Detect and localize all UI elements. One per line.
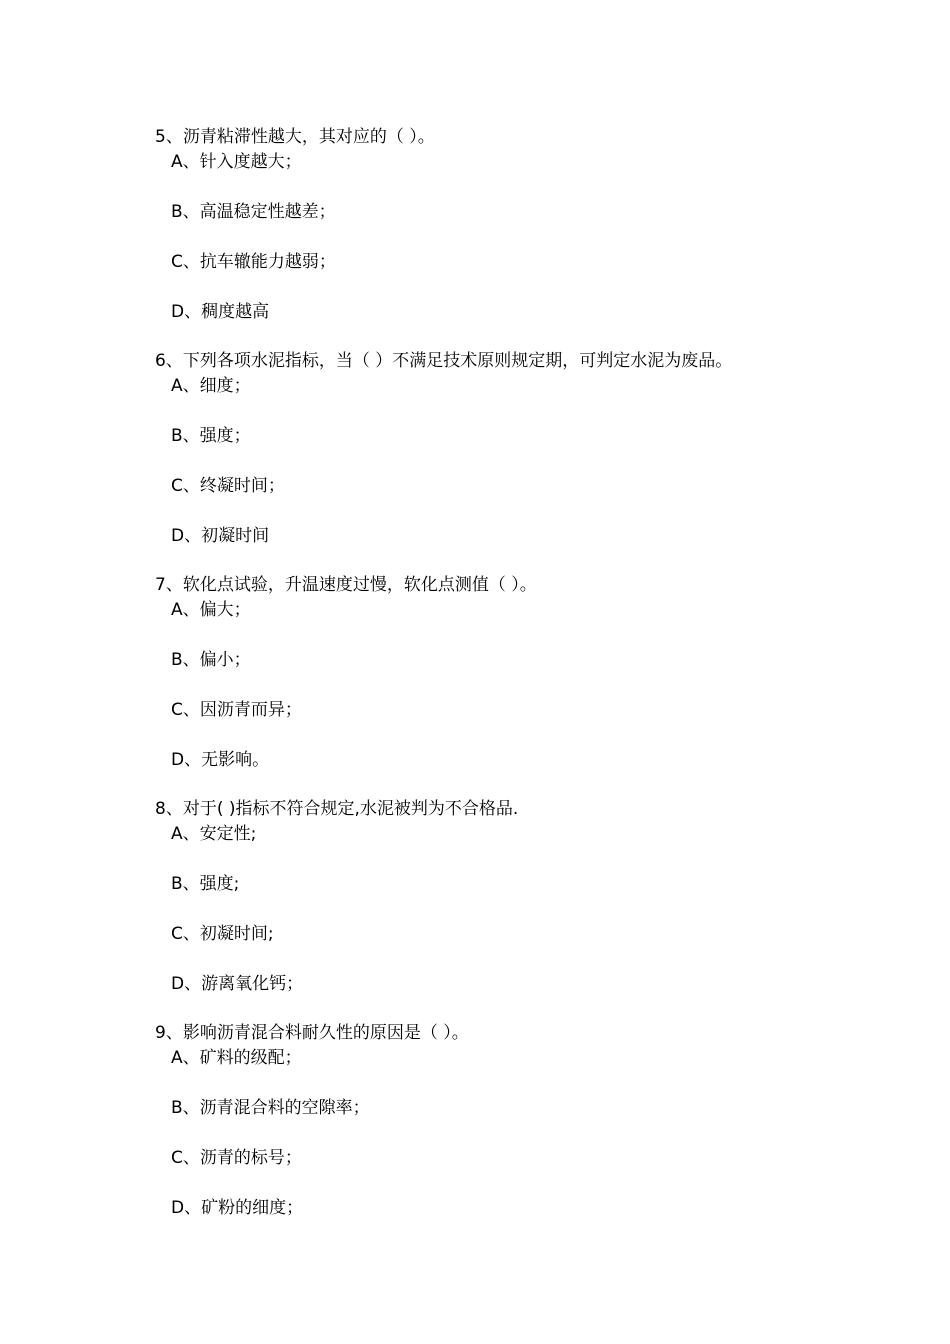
question-title: 6、下列各项水泥指标，当（ ）不满足技术原则规定期，可判定水泥为废品。 bbox=[155, 351, 733, 371]
question-title: 8、对于( )指标不符合规定,水泥被判为不合格品. bbox=[155, 799, 519, 819]
option-a: A、针入度越大； bbox=[171, 152, 302, 172]
option-d: D、矿粉的细度； bbox=[171, 1198, 304, 1218]
option-c: C、初凝时间; bbox=[171, 924, 274, 944]
option-d: D、稠度越高 bbox=[171, 302, 270, 322]
option-a: A、矿料的级配； bbox=[171, 1048, 302, 1068]
option-d: D、游离氧化钙； bbox=[171, 974, 304, 994]
option-b: B、高温稳定性越差； bbox=[171, 202, 336, 222]
option-a: A、细度； bbox=[171, 376, 251, 396]
option-a: A、偏大； bbox=[171, 600, 251, 620]
option-c: C、沥青的标号； bbox=[171, 1148, 302, 1168]
question-title: 5、沥青粘滞性越大，其对应的（ ）。 bbox=[155, 127, 435, 147]
question-title: 9、影响沥青混合料耐久性的原因是（ ）。 bbox=[155, 1023, 469, 1043]
option-a: A、安定性; bbox=[171, 824, 257, 844]
option-d: D、无影响。 bbox=[171, 750, 270, 770]
option-c: C、终凝时间； bbox=[171, 476, 285, 496]
question-title: 7、软化点试验，升温速度过慢，软化点测值（ ）。 bbox=[155, 575, 537, 595]
option-c: C、因沥青而异； bbox=[171, 700, 302, 720]
option-c: C、抗车辙能力越弱； bbox=[171, 252, 336, 272]
option-b: B、强度； bbox=[171, 426, 251, 446]
option-d: D、初凝时间 bbox=[171, 526, 270, 546]
option-b: B、偏小； bbox=[171, 650, 251, 670]
option-b: B、强度; bbox=[171, 874, 240, 894]
option-b: B、沥青混合料的空隙率； bbox=[171, 1098, 370, 1118]
